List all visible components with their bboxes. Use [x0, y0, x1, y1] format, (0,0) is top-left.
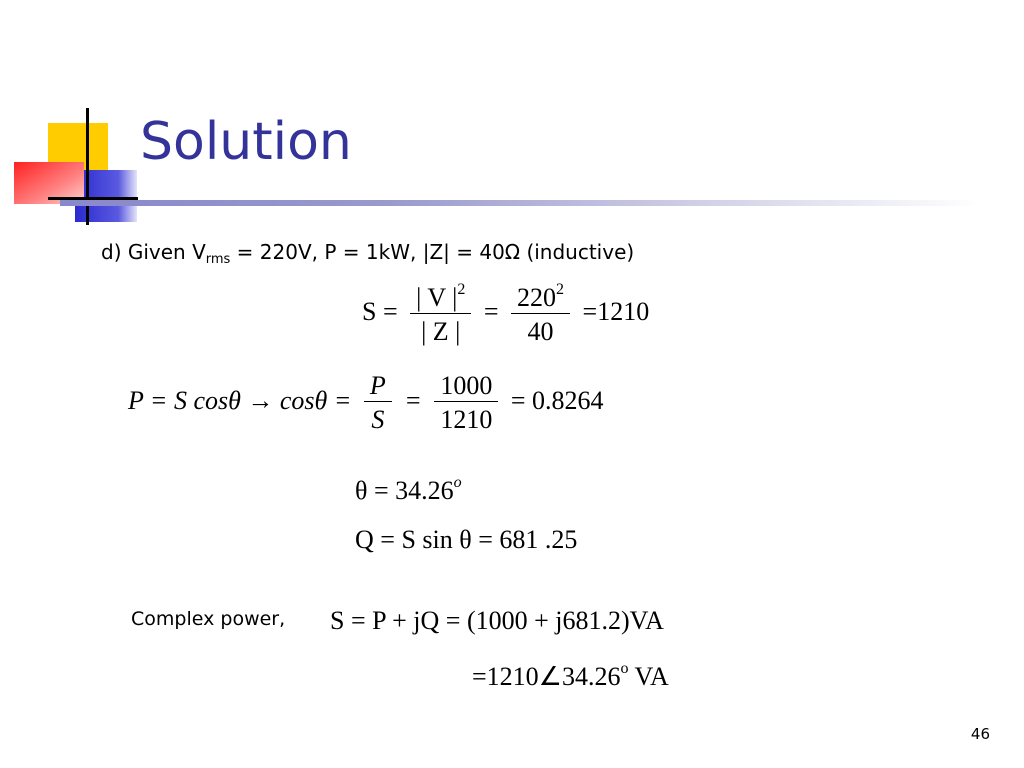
equation-theta: $\theta = 34.26^o$: [355, 474, 462, 505]
equation-complex-power: S = P + jQ = (1000 + j681.2)VA: [330, 606, 664, 635]
equation-complex-power-polar: $=1210\angle 34.26^o$ VA: [472, 660, 669, 691]
given-statement: d) Given $V_{rms} = 220V$, P = 1kW, |Z| = 40Ω (inductive): [101, 240, 635, 267]
decor-vertical-line: [86, 108, 89, 225]
equation-power-factor: P = S cosθ → cosθ = $\frac{P}{S}$ = $\frac{1000}{1210}$ = 0.8264: [128, 371, 604, 435]
equation-reactive-power: Q = S sin θ = 681 .25: [355, 525, 578, 554]
equation-apparent-power: S = $\frac{| V |^2}{| Z |}$ = $\frac{220^2}{40}$ =1210: [362, 281, 650, 347]
page-number: 46: [970, 725, 990, 743]
decor-blue-square: [75, 170, 137, 222]
page-title: Solution: [140, 112, 352, 172]
title-underline: [60, 200, 980, 206]
complex-power-label: Complex power,: [131, 608, 286, 630]
